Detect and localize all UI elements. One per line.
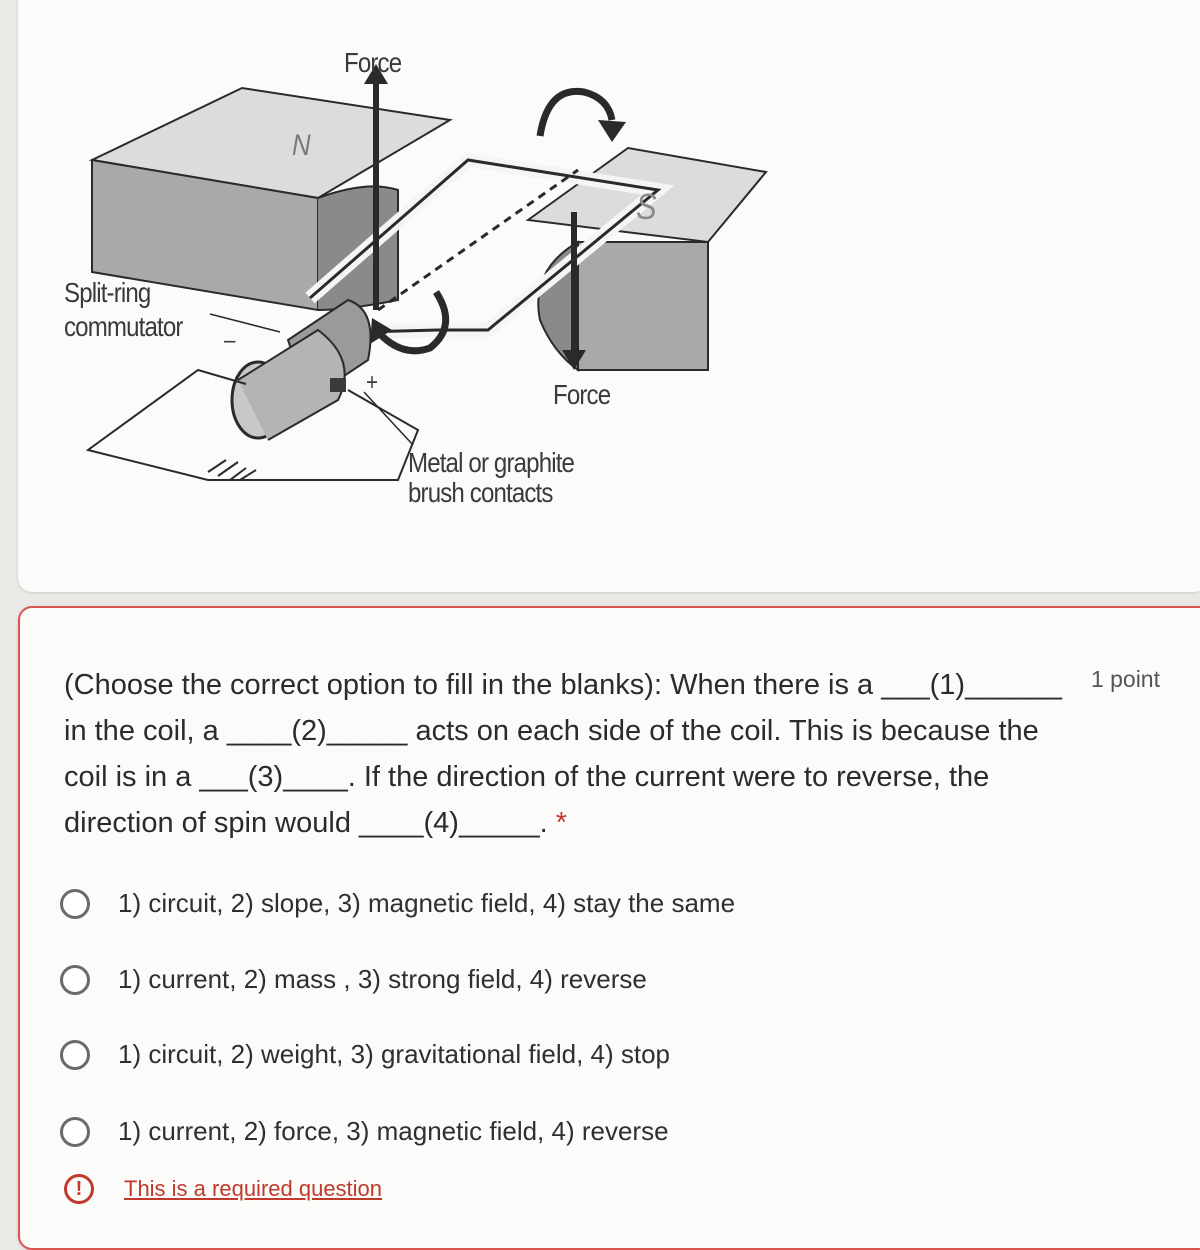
question-text	[64, 662, 1074, 846]
force-label-bottom: Force	[553, 379, 611, 410]
radio-button[interactable]	[60, 1040, 90, 1070]
motor-diagram	[18, 0, 1200, 592]
option-2[interactable]	[60, 964, 647, 995]
radio-button[interactable]	[60, 889, 90, 919]
radio-button[interactable]	[60, 1117, 90, 1147]
option-label[interactable]: 1) current, 2) mass , 3) strong field, 4) reverse	[118, 964, 647, 994]
question-card	[18, 606, 1200, 1250]
error-message: This is a required question	[124, 1176, 383, 1201]
force-label-top: Force	[344, 47, 402, 78]
points-label: 1 point	[1090, 666, 1160, 692]
option-3[interactable]	[60, 1039, 670, 1070]
plus-sign: +	[366, 369, 378, 396]
required-asterisk: *	[555, 807, 568, 839]
error-icon: !	[64, 1174, 94, 1204]
commutator-label-line1: Split-ring	[64, 277, 151, 308]
radio-button[interactable]	[60, 965, 90, 995]
option-label[interactable]: 1) current, 2) force, 3) magnetic field, 4) reverse	[118, 1116, 669, 1146]
question-prompt: (Choose the correct option to fill in the blanks): When there is a ___(1)______ in the coil, a ____(2)_____ acts on each side of the coil. This is because the coil is in a ___(3)____. If the direction of the current were to reverse, the direction of spin would ____(4)_____.	[64, 669, 1062, 839]
pole-n-label: N	[292, 129, 310, 162]
option-4[interactable]	[60, 1116, 669, 1147]
option-label[interactable]: 1) circuit, 2) weight, 3) gravitational field, 4) stop	[118, 1039, 671, 1069]
brush-label-line2: brush contacts	[408, 477, 553, 508]
minus-sign: –	[224, 327, 235, 354]
commutator	[232, 300, 371, 440]
rotation-arrow-top	[540, 91, 626, 142]
pole-s-label: S	[636, 186, 656, 227]
image-card	[18, 0, 1200, 592]
option-label[interactable]: 1) circuit, 2) slope, 3) magnetic field, 4) stay the same	[118, 888, 736, 918]
option-1[interactable]	[60, 888, 735, 919]
commutator-label-line2: commutator	[64, 311, 183, 342]
brush-label-line1: Metal or graphite	[408, 447, 575, 478]
